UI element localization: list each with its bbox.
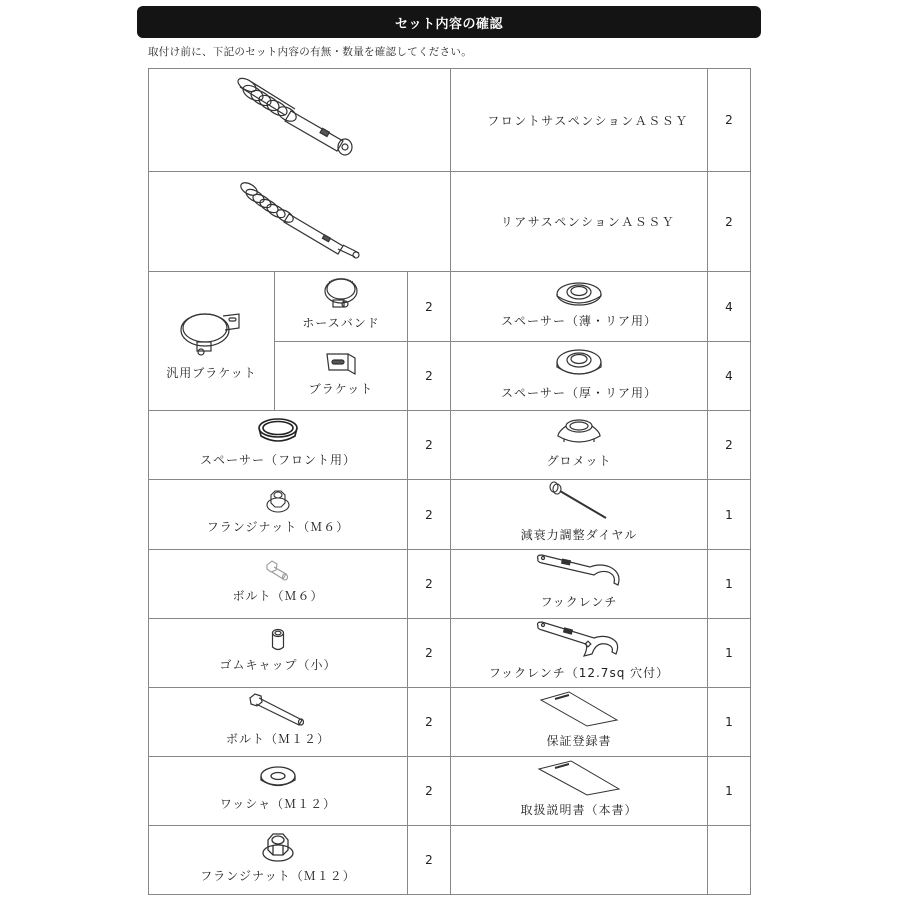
item-name: ゴムキャップ（小） xyxy=(219,657,337,672)
item-name: フックレンチ（12.7sq 穴付） xyxy=(488,665,670,680)
washer-m12-icon xyxy=(258,765,298,791)
table-row xyxy=(149,619,751,688)
item-cell xyxy=(275,342,408,411)
item-qty: 2 xyxy=(408,342,451,411)
item-qty: 2 xyxy=(708,172,751,272)
bracket-group-label: 汎用ブラケット xyxy=(166,365,257,380)
bracket-group-cell xyxy=(149,272,275,411)
item-qty: 2 xyxy=(408,688,451,757)
table-row xyxy=(149,411,751,480)
table-row xyxy=(149,550,751,619)
item-cell xyxy=(149,550,408,619)
item-qty: 1 xyxy=(708,480,751,550)
item-qty: 1 xyxy=(708,619,751,688)
item-name: 保証登録書 xyxy=(546,733,612,748)
rubber-cap-icon xyxy=(270,628,286,652)
item-cell xyxy=(149,688,408,757)
table-row xyxy=(149,826,751,895)
table-row xyxy=(149,688,751,757)
item-cell xyxy=(451,342,708,411)
kit-contents-table xyxy=(148,68,751,895)
rear-suspension-icon xyxy=(225,179,375,265)
item-name: フロントサスペンションＡＳＳＹ xyxy=(451,69,708,172)
item-name: フックレンチ xyxy=(540,594,618,609)
empty-cell xyxy=(451,826,708,895)
table-row xyxy=(149,69,751,172)
universal-bracket-icon xyxy=(177,302,247,358)
grommet-icon xyxy=(554,416,604,448)
item-name: ボルト（Ｍ１２） xyxy=(225,731,330,746)
item-name: ワッシャ（Ｍ１２） xyxy=(219,796,337,811)
item-name: リアサスペンションＡＳＳＹ xyxy=(451,172,708,272)
item-name: ボルト（Ｍ６） xyxy=(232,588,324,603)
item-name: ホースバンド xyxy=(302,316,380,330)
item-name: ブラケット xyxy=(308,381,374,396)
item-name: フランジナット（Ｍ１２） xyxy=(200,868,356,883)
thick-rear-spacer-icon xyxy=(554,346,604,380)
item-cell xyxy=(149,826,408,895)
item-qty: 1 xyxy=(708,550,751,619)
thin-rear-spacer-icon xyxy=(554,278,604,308)
hook-wrench-icon xyxy=(534,553,624,589)
bolt-m12-icon xyxy=(248,692,308,726)
item-image-cell xyxy=(149,172,451,272)
flange-nut-m6-icon xyxy=(265,488,291,514)
bolt-m6-icon xyxy=(264,559,292,583)
item-qty: 4 xyxy=(708,342,751,411)
item-cell xyxy=(451,619,708,688)
item-qty: 2 xyxy=(408,550,451,619)
item-name: 取扱説明書（本書） xyxy=(520,802,638,817)
item-qty: 4 xyxy=(708,272,751,342)
item-qty: 2 xyxy=(708,69,751,172)
bracket-icon xyxy=(324,350,358,376)
item-qty: 2 xyxy=(408,757,451,826)
table-row xyxy=(149,757,751,826)
damping-dial-icon xyxy=(544,480,614,522)
table-row xyxy=(149,480,751,550)
item-name: スペーサー（フロント用） xyxy=(199,452,356,467)
item-cell xyxy=(451,480,708,550)
intro-text: 取付け前に、下記のセット内容の有無・数量を確認してください。 xyxy=(148,46,472,58)
item-qty: 2 xyxy=(408,272,451,342)
item-name: 減衰力調整ダイヤル xyxy=(520,528,638,542)
hose-band-icon xyxy=(321,276,361,310)
item-cell xyxy=(451,411,708,480)
item-name: スペーサー（厚・リア用） xyxy=(500,385,657,400)
hook-wrench-square-icon xyxy=(534,620,624,660)
warranty-card-icon xyxy=(539,690,619,728)
item-qty: 2 xyxy=(408,826,451,895)
item-cell xyxy=(149,757,408,826)
empty-cell xyxy=(708,826,751,895)
page-title: セット内容の確認 xyxy=(394,16,503,32)
front-spacer-icon xyxy=(256,417,300,447)
item-qty: 2 xyxy=(408,480,451,550)
item-qty: 2 xyxy=(408,411,451,480)
item-cell xyxy=(149,480,408,550)
item-cell xyxy=(149,411,408,480)
item-qty: 2 xyxy=(708,411,751,480)
item-qty: 2 xyxy=(408,619,451,688)
table-row xyxy=(149,272,751,342)
item-image-cell xyxy=(149,69,451,172)
item-cell xyxy=(451,757,708,826)
item-qty: 1 xyxy=(708,757,751,826)
item-cell xyxy=(451,550,708,619)
item-cell xyxy=(149,619,408,688)
page-header xyxy=(137,6,761,38)
flange-nut-m12-icon xyxy=(261,831,295,863)
front-suspension-icon xyxy=(225,75,375,165)
item-name: スペーサー（薄・リア用） xyxy=(500,314,657,328)
item-name: フランジナット（Ｍ６） xyxy=(206,520,350,534)
table-row xyxy=(149,172,751,272)
item-cell xyxy=(451,688,708,757)
item-cell xyxy=(451,272,708,342)
manual-icon xyxy=(537,759,621,797)
item-cell xyxy=(275,272,408,342)
item-name: グロメット xyxy=(546,453,612,468)
item-qty: 1 xyxy=(708,688,751,757)
